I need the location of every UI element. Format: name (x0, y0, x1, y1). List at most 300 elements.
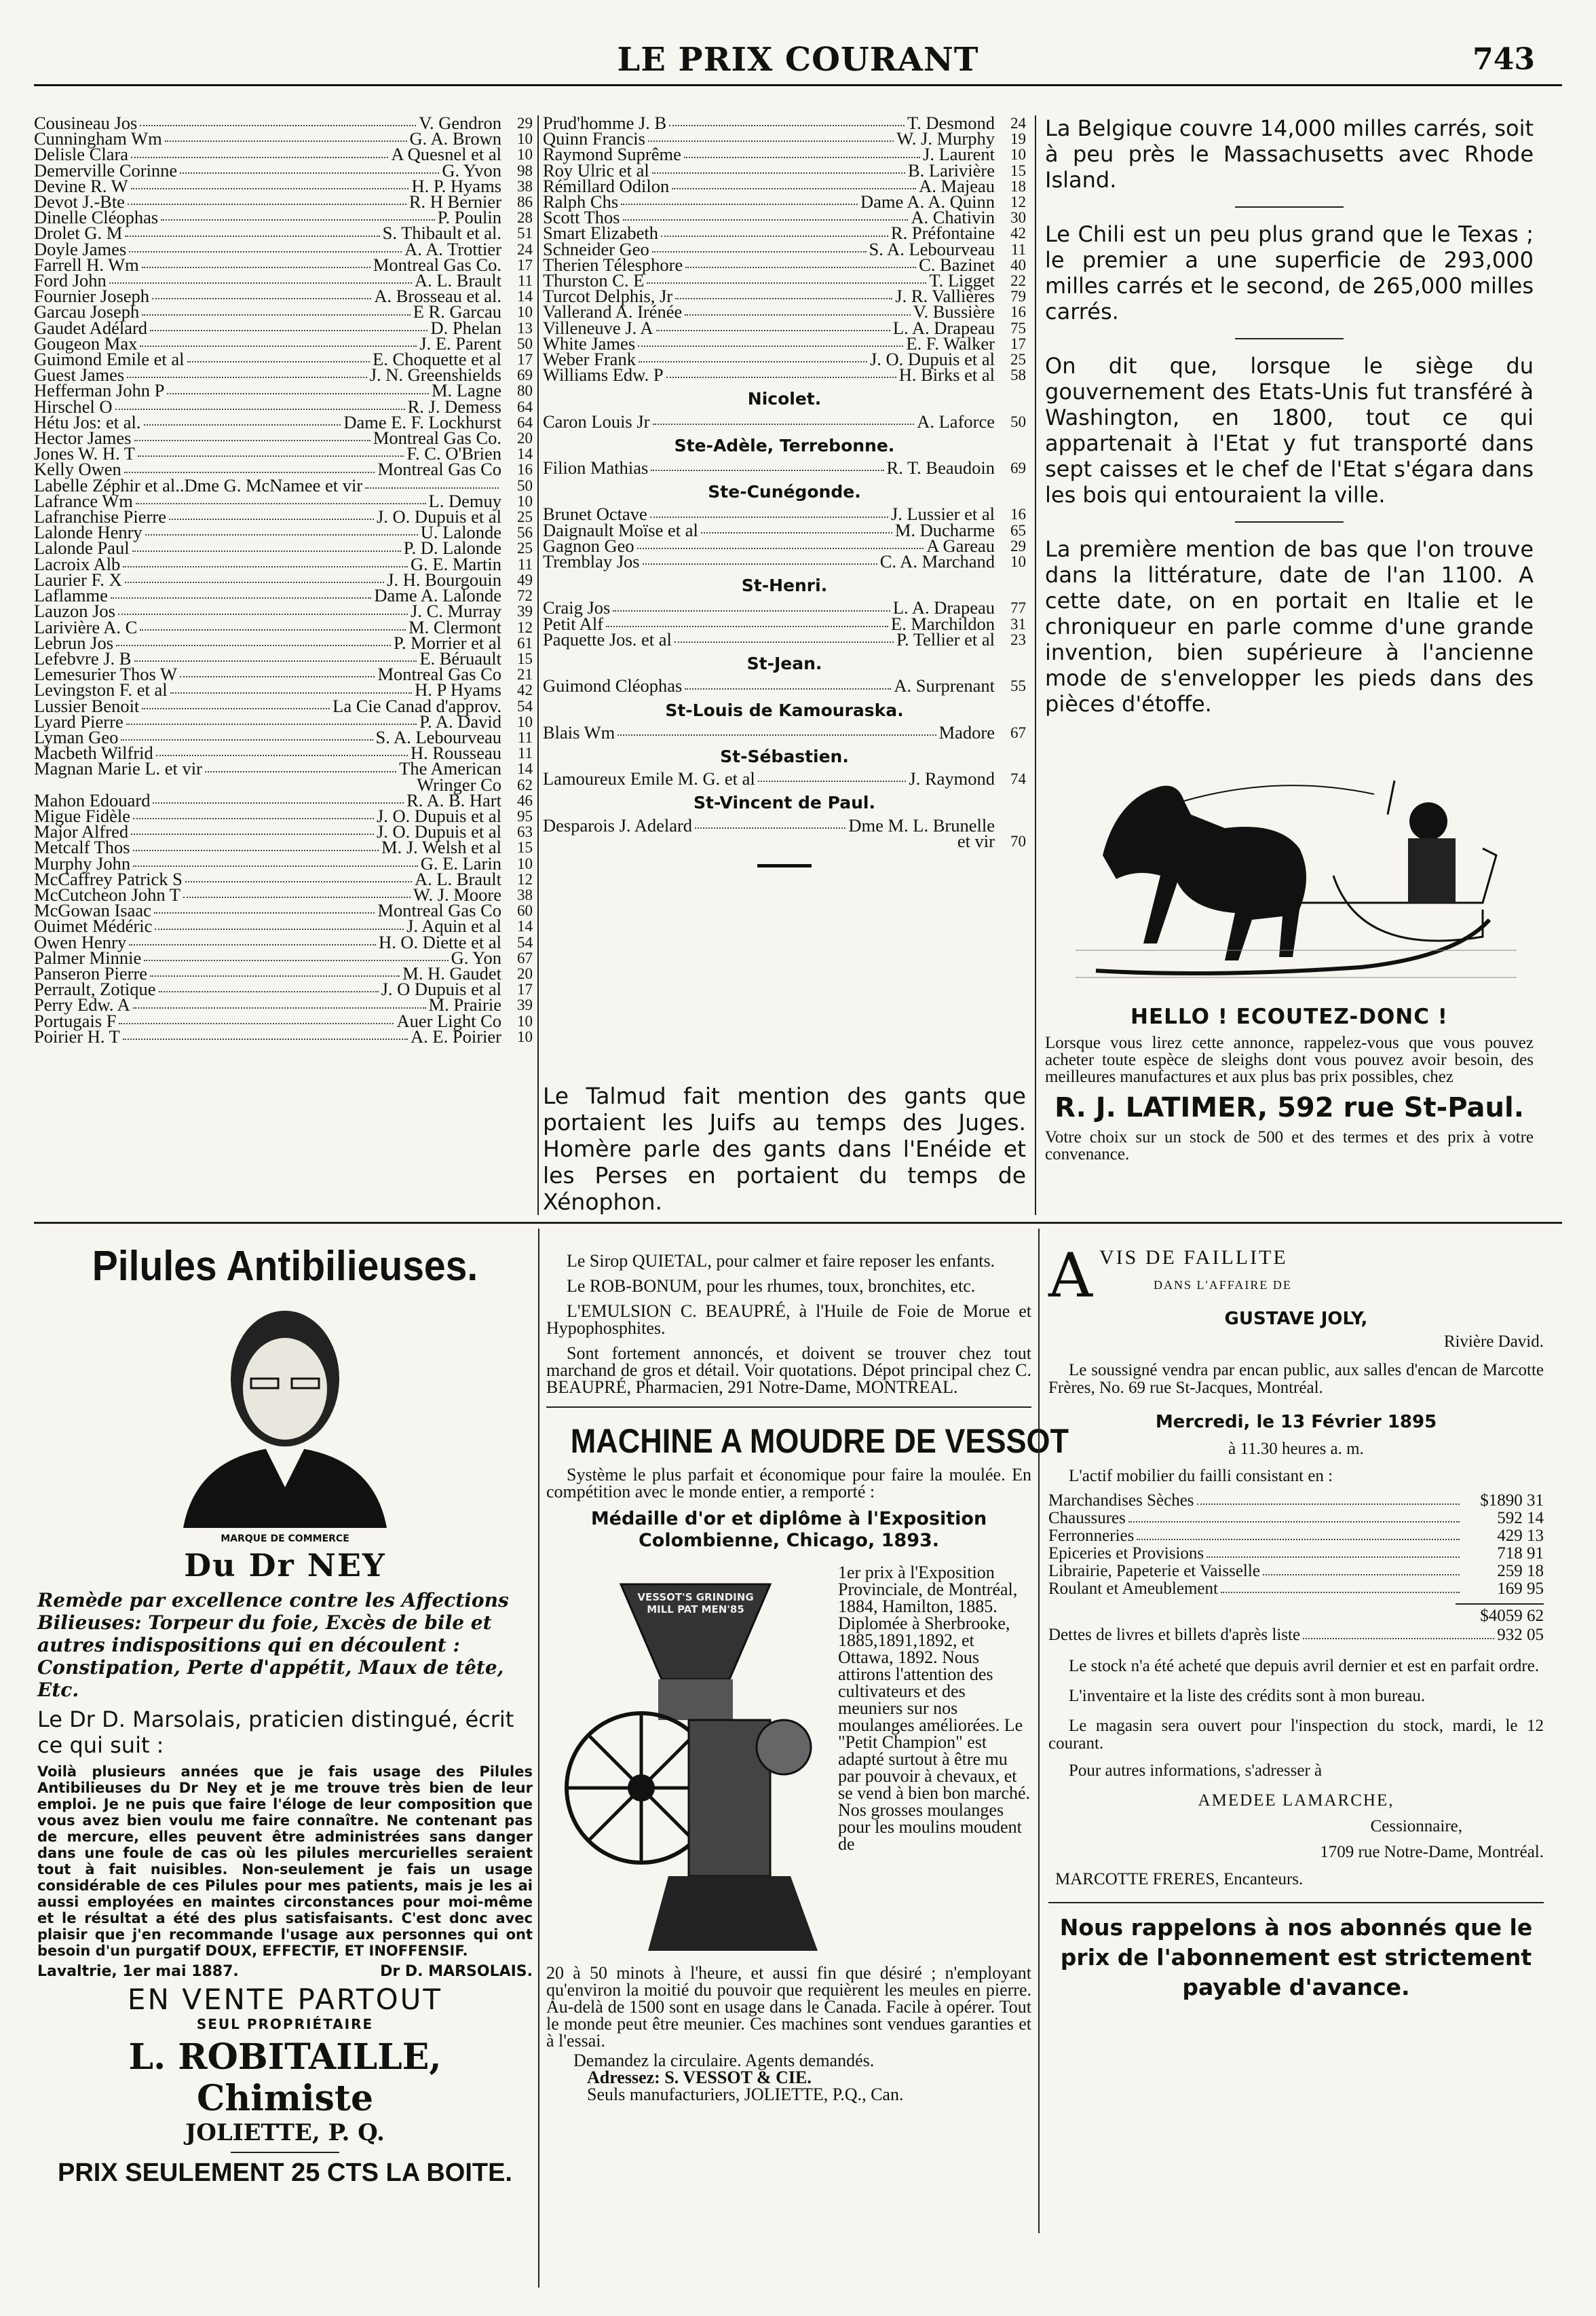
amount: 67 (517, 949, 533, 967)
defendant: Turcot Delphis, Jr (543, 286, 673, 307)
leader-dots (119, 1013, 394, 1024)
ornament-separator (757, 864, 812, 867)
defendant: Ouimet Médéric (34, 916, 153, 937)
leader-dots (153, 793, 404, 804)
defendant: Lamoureux Emile M. G. et al (543, 768, 755, 789)
vessot-demandez: Demandez la circulaire. Agents demandés. (573, 2051, 875, 2070)
header-rule (34, 84, 1562, 86)
leader-dots (652, 242, 867, 253)
plaintiff: Auer Light Co (396, 1010, 501, 1031)
amount: 38 (517, 886, 533, 903)
seul-proprietaire: SEUL PROPRIÉTAIRE (196, 2016, 374, 2032)
plaintiff: J. O. Dupuis et al (869, 349, 995, 370)
amount: 10 (1010, 553, 1026, 571)
pilules-ad (37, 1242, 533, 2188)
latimer-footer: Votre choix sur un stock de 500 et des termes et des prix à votre convenance. (1045, 1128, 1534, 1163)
faillite-title (1048, 1240, 1544, 1311)
publication-title: LE PRIX COURANT (617, 41, 979, 79)
amount: 29 (517, 115, 533, 132)
plaintiff: G. Yvon (442, 160, 501, 181)
amount: 14 (517, 445, 533, 463)
latimer-headline: HELLO ! ECOUTEZ-DONC ! (1130, 1005, 1448, 1029)
defendant: Filion Mathias (543, 457, 649, 479)
plaintiff: R. T. Beaudoin (886, 457, 995, 479)
leader-dots (669, 115, 905, 126)
plaintiff: H. Rousseau (411, 743, 501, 764)
plaintiff: J. O. Dupuis et al (376, 805, 501, 826)
prix-boite: PRIX SEULEMENT 25 CTS LA BOITE. (57, 2159, 512, 2187)
vessot-intro: Système le plus parfait et économique pour faire la moulée. En compétition avec le monde entier, a remporté : (546, 1465, 1031, 1501)
amount: 79 (1010, 288, 1026, 305)
leader-dots (187, 352, 370, 362)
amount: 10 (517, 146, 533, 164)
defendant: Devine R. W (34, 175, 128, 196)
place-heading: Nicolet. (747, 389, 822, 409)
amount: 14 (517, 288, 533, 305)
amount: 20 (517, 430, 533, 447)
faillite-dettes-amount: 932 05 (1497, 1626, 1544, 1644)
leader-dots (129, 242, 402, 253)
amount: 98 (517, 162, 533, 179)
plaintiff: A Gareau (926, 535, 995, 556)
asset-amount: 718 91 (1497, 1544, 1544, 1563)
defendant: Weber Frank (543, 349, 636, 370)
leader-dots (656, 320, 890, 331)
pilules-title: Pilules Antibilieuses. (92, 1243, 478, 1290)
column-divider-4 (1038, 1229, 1040, 2233)
leader-dots (131, 824, 374, 835)
abonnement-reminder: Nous rappelons à nos abonnés que le prix de l'abonnement est strictement payable d'avance. (1059, 1914, 1533, 2000)
defendant: Ralph Chs (543, 191, 619, 212)
amount: 16 (517, 461, 533, 479)
leader-dots (1137, 1527, 1460, 1540)
leader-dots (134, 430, 370, 441)
leader-dots (639, 352, 867, 362)
plaintiff: A. E. Poirier (411, 1026, 501, 1047)
faillite-notice (1048, 1240, 1544, 2002)
asset-row (1048, 1545, 1544, 1563)
leader-dots (144, 415, 341, 426)
leader-dots (142, 257, 370, 268)
defendant: Hefferman John P (34, 380, 165, 401)
asset-row (1048, 1580, 1544, 1598)
asset-label: Epiceries et Provisions (1048, 1544, 1204, 1563)
column-divider-2 (1035, 115, 1036, 1215)
leader-dots (128, 194, 406, 205)
plaintiff: P. A. David (419, 711, 501, 732)
place-heading: St-Louis de Kamouraska. (665, 700, 904, 720)
amount: 54 (517, 697, 533, 715)
faillite-inventaire: L'inventaire et la liste des crédits sont à mon bureau. (1069, 1687, 1426, 1705)
talmud-note: Le Talmud fait mention des gants que portaient les Juifs au temps des Juges. Homère parle des gants dans l'Enéide et les Perses en portaient du temps de Xénophon. (543, 1083, 1026, 1215)
amount: 65 (1010, 521, 1026, 539)
leader-dots (643, 554, 877, 565)
leader-dots (134, 651, 417, 662)
leader-dots (1197, 1492, 1460, 1505)
item-chili: Le Chili est un peu plus grand que le Texas ; le premier a une superficie de 293,000 milles carrés et le second, de 265,000 milles carrés. (1045, 221, 1534, 324)
asset-row (1048, 1527, 1544, 1545)
plaintiff: P. Poulin (437, 207, 501, 228)
amount: 16 (1010, 506, 1026, 523)
plaintiff: E. Choquette et al (373, 349, 501, 370)
plaintiff: J. H. Bourgouin (387, 569, 501, 590)
plaintiff: J. Raymond (909, 768, 995, 789)
leader-dots (1263, 1563, 1460, 1575)
leader-dots (116, 635, 391, 646)
plaintiff: G. A. Brown (409, 128, 501, 149)
leader-dots (185, 872, 412, 882)
plaintiff: H. P. Hyams (411, 175, 501, 196)
faillite-dans: DANS L'AFFAIRE DE (1154, 1278, 1292, 1292)
plaintiff: R. A. B. Hart (406, 789, 501, 810)
defendant: Lalonde Paul (34, 538, 130, 559)
judgment-row (543, 675, 1026, 696)
asset-amount: 592 14 (1497, 1509, 1544, 1527)
dr-ney-portrait (170, 1304, 400, 1528)
plaintiff: A. Majeau (919, 175, 995, 196)
asset-amount: 259 18 (1497, 1562, 1544, 1580)
leader-dots (156, 745, 408, 756)
dr-ney-brand: Du Dr NEY (184, 1547, 386, 1584)
defendant: Portugais F (34, 1010, 117, 1031)
defendant: Fournier Joseph (34, 286, 150, 307)
leader-dots (123, 1029, 408, 1040)
defendant: Farrell H. Wm (34, 254, 139, 275)
plaintiff: T. Ligget (929, 270, 995, 291)
separator (546, 1406, 1031, 1408)
defendant: Garcau Joseph (34, 301, 140, 322)
amount: 75 (1010, 319, 1026, 337)
plaintiff: Montreal Gas Co. (373, 428, 501, 449)
amount: 64 (517, 413, 533, 431)
leader-dots (365, 478, 499, 489)
leader-dots (121, 730, 373, 741)
leader-dots (638, 336, 903, 347)
plaintiff: M. H. Gaudet (402, 963, 501, 984)
defendant: Perry Edw. A (34, 994, 130, 1015)
joliette: JOLIETTE, P. Q. (185, 2119, 385, 2146)
plaintiff: Dme M. L. Brunelle (848, 815, 995, 836)
plaintiff: C. Bazinet (919, 254, 995, 275)
leader-dots (118, 603, 408, 614)
amount: 67 (1010, 724, 1026, 741)
defendant: Devot J.-Bte (34, 191, 125, 212)
asset-label: Roulant et Ameublement (1048, 1580, 1218, 1598)
leader-dots (674, 632, 894, 643)
amount: 10 (517, 303, 533, 321)
amount: 61 (517, 634, 533, 652)
plaintiff: C. A. Marchand (879, 551, 995, 572)
faillite-magasin: Le magasin sera ouvert pour l'inspection du stock, mardi, le 12 courant. (1048, 1717, 1544, 1753)
judgment-row (34, 1026, 533, 1047)
amount: 39 (517, 603, 533, 620)
place-heading: St-Vincent de Paul. (694, 793, 875, 813)
judgments-column-2 (543, 115, 1026, 882)
amount: 11 (517, 555, 533, 573)
leader-dots (637, 538, 924, 549)
defendant: Rémillard Odilon (543, 175, 670, 196)
plaintiff: W. J. Moore (413, 884, 501, 905)
place-heading: St-Henri. (741, 576, 828, 596)
defendant: Petit Alf (543, 613, 604, 634)
amount: 51 (517, 225, 533, 242)
amount: 69 (1010, 460, 1026, 477)
leader-dots (650, 506, 888, 517)
plaintiff: J. Lussier et al (890, 504, 995, 525)
defendant: Labelle Zéphir et al..Dme G. McNamee et vir (34, 474, 363, 496)
plaintiff: The American (399, 758, 501, 779)
amount: 15 (517, 839, 533, 857)
plaintiff: M. Prairie (428, 994, 501, 1015)
defendant: Jones W. H. T (34, 443, 135, 464)
defendant: McCutcheon John T (34, 884, 180, 905)
plaintiff: S. A. Lebourveau (375, 726, 501, 747)
miscellany-column (1045, 115, 1534, 717)
leader-dots (140, 620, 406, 631)
asset-label: Librairie, Papeterie et Vaisselle (1048, 1562, 1260, 1580)
plaintiff: Montreal Gas Co. (373, 254, 501, 275)
leader-dots (131, 179, 409, 189)
amount: 86 (517, 193, 533, 211)
leader-dots (684, 147, 920, 157)
faillite-total: $4059 62 (1456, 1603, 1544, 1625)
asset-amount: $1890 31 (1480, 1491, 1544, 1510)
vessot-seuls: Seuls manufacturiers, JOLIETTE, P.Q., Can. (587, 2085, 904, 2104)
grinding-mill-illustration (546, 1564, 831, 1964)
plaintiff: E. Béruault (419, 648, 501, 669)
defendant: Gaudet Adélard (34, 317, 148, 338)
plaintiff: F. C. O'Brien (406, 443, 501, 464)
defendant: Guest James (34, 365, 125, 386)
defendant: Tremblay Jos (543, 551, 640, 572)
plaintiff: G. E. Larin (420, 853, 501, 874)
plaintiff: Wringer Co (417, 774, 501, 795)
defendant: Roy Ulric et al (543, 160, 649, 181)
amount: 10 (517, 1028, 533, 1045)
defendant: Metcalf Thos (34, 837, 130, 858)
leader-dots (159, 982, 379, 992)
amount: 42 (1010, 225, 1026, 242)
leader-dots (672, 179, 916, 189)
plaintiff: E. F. Walker (906, 333, 995, 354)
sleigh-illustration (1076, 774, 1517, 998)
amount: 14 (517, 918, 533, 935)
leader-dots (623, 210, 909, 221)
asset-label: Ferronneries (1048, 1527, 1135, 1545)
leader-dots (144, 950, 448, 961)
defendant: Thurston C. E (543, 270, 645, 291)
separator (1235, 521, 1344, 523)
plaintiff: H. P Hyams (415, 679, 501, 701)
vessot-adressez: Adressez: S. VESSOT & CIE. (587, 2068, 812, 2087)
item-belgique: La Belgique couvre 14,000 milles carrés, soit à peu près le Massachusetts avec Rhode Island. (1045, 115, 1534, 193)
marsolais-intro: Le Dr D. Marsolais, praticien distingué, écrit ce qui suit : (37, 1706, 514, 1758)
vessot-title: MACHINE A MOUDRE DE VESSOT (570, 1422, 1069, 1460)
amount: 49 (517, 571, 533, 589)
defendant: McGowan Isaac (34, 900, 151, 921)
leader-dots (140, 115, 416, 126)
plaintiff: H. Birks et al (898, 365, 995, 386)
defendant: Lauzon Jos (34, 601, 115, 622)
middle-ads (546, 1251, 1069, 2104)
defendant: Doyle James (34, 238, 127, 259)
vessot-machine-block (546, 1564, 1031, 1964)
amount: 64 (517, 398, 533, 415)
leader-dots (133, 997, 426, 1008)
faillite-dettes-row (1048, 1626, 1544, 1644)
item-bas: La première mention de bas que l'on trouve dans la littérature, date de l'an 1100. A cette date, on en portait en Italie et le chroniqueur en parle comme d'une grande invention, bien supérieure à l'ancienne mode de s'envelopper les pieds dans des pièces d'étoffe. (1045, 536, 1534, 717)
defendant: Dinelle Cléophas (34, 207, 159, 228)
page-number: 743 (1472, 42, 1535, 77)
faillite-signature-3: 1709 rue Notre-Dame, Montréal. (1320, 1843, 1544, 1861)
leader-dots (129, 935, 376, 946)
amount: 12 (517, 870, 533, 888)
plaintiff: H. O. Diette et al (378, 931, 501, 952)
leader-dots (154, 903, 375, 914)
defendant: McCaffrey Patrick S (34, 868, 183, 889)
plaintiff: W. J. Murphy (896, 128, 995, 149)
plaintiff: Dame A. Lalonde (374, 585, 501, 606)
amount: 12 (1010, 193, 1026, 211)
faillite-drop-cap: A (1048, 1240, 1092, 1311)
judgment-row (543, 365, 1026, 386)
defendant: Perrault, Zotique (34, 979, 156, 1000)
defendant: Daignault Moïse et al (543, 519, 698, 540)
plaintiff: A. L. Brault (414, 868, 501, 889)
plaintiff: R. Préfontaine (890, 223, 995, 244)
defendant: Caron Louis Jr (543, 411, 650, 432)
defendant: Lussier Benoit (34, 695, 140, 716)
latimer-ad (1045, 1005, 1534, 1163)
leader-dots (652, 163, 905, 174)
place-heading: St-Sébastien. (720, 746, 849, 766)
defendant: Larivière A. C (34, 616, 138, 637)
amount: 56 (517, 524, 533, 542)
leader-dots (695, 818, 846, 829)
amount: 42 (517, 681, 533, 699)
amount: 69 (517, 367, 533, 384)
defendant: Levingston F. et al (34, 679, 168, 701)
latimer-name: R. J. LATIMER, 592 rue St-Paul. (1054, 1092, 1524, 1123)
plaintiff: M. J. Welsh et al (381, 837, 501, 858)
amount: 17 (517, 256, 533, 274)
leader-dots (133, 840, 379, 851)
leader-dots (140, 336, 417, 347)
judgment-row (543, 411, 1026, 432)
faillite-signature-4: MARCOTTE FRERES, Encanteurs. (1055, 1870, 1304, 1888)
plaintiff: A. Brosseau et al. (374, 286, 501, 307)
plaintiff: J. Laurent (923, 144, 995, 165)
leader-dots (685, 304, 910, 315)
plaintiff: et vir (957, 830, 995, 851)
plaintiff: M. Ducharme (894, 519, 995, 540)
defendant: Macbeth Wilfrid (34, 743, 153, 764)
defendant: Mahon Edouard (34, 789, 151, 810)
defendant: Migue Fidèle (34, 805, 131, 826)
leader-dots (136, 493, 426, 504)
leader-dots (1221, 1580, 1460, 1593)
amount: 12 (517, 618, 533, 636)
plaintiff: A. Laforce (917, 411, 995, 432)
machine-label: VESSOT'S GRINDING MILL PAT MEN'85 (637, 1591, 754, 1615)
amount: 25 (1010, 351, 1026, 369)
plaintiff: M. Clermont (408, 616, 501, 637)
leader-dots (621, 194, 858, 205)
defendant: Lyman Geo (34, 726, 119, 747)
leader-dots (651, 460, 884, 471)
faillite-signature-2: Cessionnaire, (1370, 1817, 1462, 1835)
plaintiff: A. L. Brault (414, 270, 501, 291)
leader-dots (150, 320, 428, 331)
leader-dots (180, 667, 375, 677)
amount: 13 (517, 319, 533, 337)
judgment-row (543, 551, 1026, 572)
plaintiff: Madore (938, 722, 995, 743)
amount: 17 (517, 981, 533, 998)
faillite-assets-table (1048, 1492, 1544, 1598)
amount: 10 (517, 1012, 533, 1030)
amount: 17 (1010, 335, 1026, 352)
testimonial: Voilà plusieurs années que je fais usage des Pilules Antibilieuses du Dr Ney et je me trouve très bien de leur emploi. Je ne puis que faire l'éloge de leur composition que vous avez bien voulu me faire connaître. Ne contenant pas de mercure, elles peuvent être administrées sans danger dans une foule de cas où les pilules mercurielles seraient tout à fait nuisibles. Non-seulement je fais un usage considérable de ces Pilules pour mes patients, mais je les ai aussi employées en maintes circonstances pour moi-même et le résultat a été des plus satisfaisants. C'est donc avec plaisir que j'en recommande l'usage aux personnes qui ont besoin d'un purgatif DOUX, EFFECTIF, ET INOFFENSIF. (37, 1763, 533, 1959)
leader-dots (546, 834, 955, 844)
amount: 80 (517, 382, 533, 400)
leader-dots (666, 367, 896, 378)
column-divider-1 (537, 115, 539, 1215)
defendant: Demerville Corinne (34, 160, 178, 181)
amount: 20 (517, 965, 533, 982)
defendant: Panseron Pierre (34, 963, 148, 984)
defendant: Guimond Emile et al (34, 349, 185, 370)
leader-dots (685, 257, 916, 268)
faillite-heading: VIS DE FAILLITE (1099, 1246, 1288, 1269)
plaintiff: P. D. Lalonde (403, 538, 501, 559)
judgment-row (543, 457, 1026, 479)
asset-label: Chaussures (1048, 1509, 1126, 1527)
amount: 17 (517, 351, 533, 369)
judgment-row (543, 722, 1026, 743)
amount: 10 (517, 855, 533, 872)
latimer-body: Lorsque vous lirez cette annonce, rappelez-vous que vous pouvez acheter toute espèce de sleighs dont vous pouvez avoir besoin, des meilleures manufactures et aux plus bas prix possibles, chez (1045, 1034, 1534, 1086)
plaintiff: La Cie Canad d'approv. (332, 695, 501, 716)
amount: 46 (517, 791, 533, 809)
leader-dots (161, 210, 434, 221)
plaintiff: Dame A. A. Quinn (860, 191, 995, 212)
plaintiff: P. Tellier et al (896, 629, 995, 650)
faillite-date: Mercredi, le 13 Février 1895 (1155, 1412, 1437, 1432)
asset-amount: 429 13 (1497, 1527, 1544, 1545)
defendant: Schneider Geo (543, 238, 649, 259)
pilules-tagline: Remède par excellence contre les Affections Bilieuses: Torpeur du foie, Excès de bile et autres indispositions qui en découlent : Constipation, Perte d'appétit, Maux de tête, Etc. (37, 1589, 509, 1701)
defendant: Blais Wm (543, 722, 615, 743)
defendant: Lefebvre J. B (34, 648, 132, 669)
signature-place-date: Lavaltrie, 1er mai 1887. (37, 1963, 239, 1980)
plaintiff: T. Desmond (907, 113, 995, 133)
faillite-place: Rivière David. (1443, 1332, 1544, 1351)
trade-mark-label: MARQUE DE COMMERCE (221, 1533, 349, 1544)
amount: 25 (517, 540, 533, 557)
defendant: Guimond Cléophas (543, 675, 683, 696)
amount: 25 (517, 508, 533, 526)
leader-dots (1128, 1510, 1460, 1523)
defendant: Desparois J. Adelard (543, 815, 693, 836)
defendant: Hirschel O (34, 396, 113, 417)
leader-dots (132, 540, 401, 551)
defendant: Lafranchise Pierre (34, 506, 166, 527)
quietal-text: Le Sirop QUIETAL, pour calmer et faire reposer les enfants. (567, 1251, 995, 1271)
amount: 11 (1010, 240, 1026, 258)
defendant: Quinn Francis (543, 128, 645, 149)
amount: 10 (517, 713, 533, 730)
